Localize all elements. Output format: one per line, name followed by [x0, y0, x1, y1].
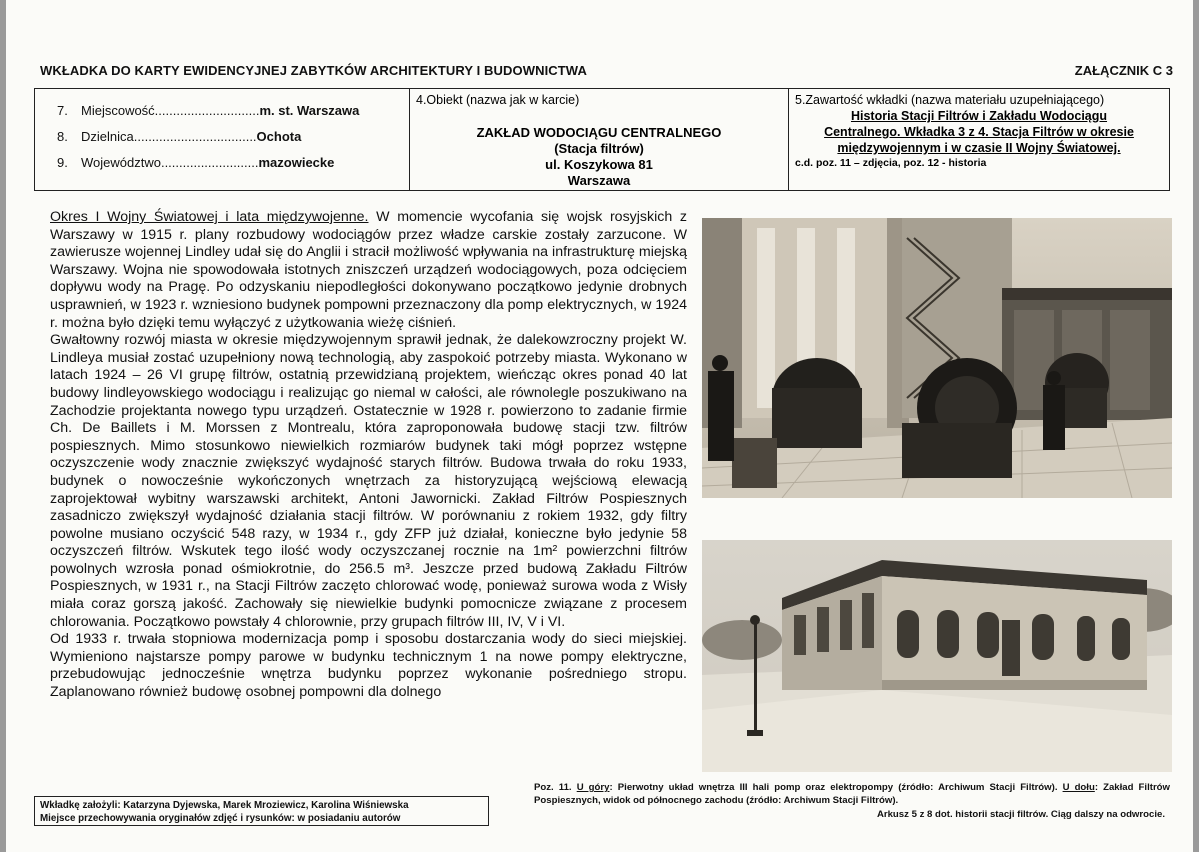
document-title: WKŁADKA DO KARTY EWIDENCYJNEJ ZABYTKÓW ARCHITEKTURY I BUDOWNICTWA [40, 63, 587, 78]
storage-line: Miejsce przechowywania oryginałów zdjęć i rysunków: w posiadaniu autorów [40, 813, 401, 824]
photo-caption: Poz. 11. U góry: Pierwotny układ wnętrza III hali pomp oraz elektropompy (źródło: Archiwum Stacji Filtrów). U dołu: Zakład Filtrów Pospiesznych, widok od północnego zachodu (źródło: Archiwum Stacji Filtrów). [534, 782, 1170, 807]
contents-line-3: międzywojennym i w czasie II Wojny Światowej. [837, 141, 1121, 155]
authors-line: Wkładkę założyli: Katarzyna Dyjewska, Marek Mroziewicz, Karolina Wiśniewska [40, 800, 409, 811]
document-sheet [6, 0, 1193, 852]
authors-box [34, 796, 489, 826]
annex-label: ZAŁĄCZNIK C 3 [1074, 63, 1173, 78]
object-subtitle: (Stacja filtrów) [554, 141, 644, 156]
history-text [50, 209, 687, 702]
section-heading: Okres I Wojny Światowej i lata międzywojenne. [50, 209, 369, 225]
contents-box [788, 88, 1170, 191]
object-heading: 4.Obiekt (nazwa jak w karcie) [416, 93, 580, 107]
paragraph-3: Od 1933 r. trwała stopniowa modernizacja pomp i sposobu dostarczania wody do sieci miejskiej. Wymieniono najstarsze pompy parowe w budynku technicznym 1 na nowe pompy elektryczne, przebudowując jednocześnie wnętrza budynku poprzez wykonanie pośredniego stropu. Zaplanowano również budowę osobnej pompowni dla dolnego [50, 631, 687, 701]
location-row-district: 8. Dzielnica..................................Ochota [57, 129, 302, 144]
location-row-city: 7. Miejscowość.............................m. st. Warszawa [57, 103, 360, 118]
location-box [34, 88, 410, 191]
location-row-voivodeship: 9. Województwo...........................mazowiecke [57, 155, 335, 170]
paragraph-2: Gwałtowny rozwój miasta w okresie międzywojennym sprawił jednak, że dalekowzroczny projekt W. Lindleya musiał zostać uzupełniony nową technologią, aby zaspokoić potrzeby miasta. Wykonano w latach 1924 – 26 VI grupę filtrów, ostatnią przewidzianą projektem, wieńcząc okres ponad 40 lat budowy lindleyowskiego wodociągu i realizując go niemal w całości, ale równolegle poszukiwano na Zachodzie projektanta nowego typu urządzeń. Ostatecznie w 1928 r. powierzono to zadanie firmie Ch. De Baillets i M. Morssen z Montrealu, która zaproponowała budowę stacji tzw. filtrów pospiesznych. Mimo stosunkowo niewielkich rozmiarów budynek taki mógł poprzez wstępne oczyszczenie wody znacznie zwiększyć wydajność starych filtrów. Budowa trwała do roku 1933, budynek o nowocześnie wykończonych wnętrzach za historyzującą wejściową elewacją zaprojektował wybitny warszawski architekt, Antoni Jawornicki. Zakład Filtrów Pospiesznych zasadniczo zwiększył wydajność działania stacji filtrów. W porównaniu z rokiem 1932, gdy filtry powolne musiano oczyścić 548 razy, w 1934 r., gdy ZFP już działał, konieczne było jedynie 58 oczyszczeń filtrów. Wskutek tego ilość wody oczyszczanej rocznie na 1m² powierzchni filtrów powolnych wzrosła ponad ośmiokrotnie, do 256.5 m³. Jeszcze przed budową Zakładu Filtrów Pospiesznych, w 1931 r., na Stacji Filtrów zaczęto chlorować wodę, ponieważ surowa woda z Wisły miała coraz gorszą jakość. Zachowały się niewielkie budynki pomocnicze związane z procesem chlorowania. Początkowo powstały 4 chlorownie, przy grupach filtrów III, IV, V i VI. [50, 332, 687, 630]
contents-line-1: Historia Stacji Filtrów i Zakładu Wodociągu [850, 109, 1108, 123]
object-city: Warszawa [567, 173, 631, 188]
contents-heading: 5.Zawartość wkładki (nazwa materiału uzupełniającego) [795, 93, 1105, 107]
object-box [409, 88, 789, 191]
contents-cd: c.d. poz. 11 – zdjęcia, poz. 12 - historia [795, 157, 987, 169]
paragraph-1: Okres I Wojny Światowej i lata międzywojenne. W momencie wycofania się wojsk rosyjskich z Warszawy w 1915 r. plany rozbudowy wodociągów przez władze carskie zostały zarzucone. W zawierusze wojennej Lindley udał się do Anglii i stracił możliwość wpływania na infrastrukturę miejską Warszawy. Wojna nie spowodowała istotnych zniszczeń urządzeń wodociągowych, poza odcięciem dopływu wody na Pragę. Po odzyskaniu niepodległości dokonywano początkowo jedynie drobnych usprawnień, w 1923 r. wzniesiono budynek pompowni przeznaczony dla pomp elektrycznych, w 1924 r. można było dzięki temu wyłączyć z użytkowania wieżę ciśnień. [50, 209, 687, 331]
sheet-number: Arkusz 5 z 8 dot. historii stacji filtrów. Ciąg dalszy na odwrocie. [876, 809, 1165, 820]
object-name: ZAKŁAD WODOCIĄGU CENTRALNEGO [476, 125, 722, 140]
object-street: ul. Koszykowa 81 [545, 157, 653, 172]
photo-building-exterior [702, 540, 1172, 772]
photo-pump-hall [702, 218, 1172, 498]
contents-line-2: Centralnego. Wkładka 3 z 4. Stacja Filtrów w okresie [824, 125, 1134, 139]
